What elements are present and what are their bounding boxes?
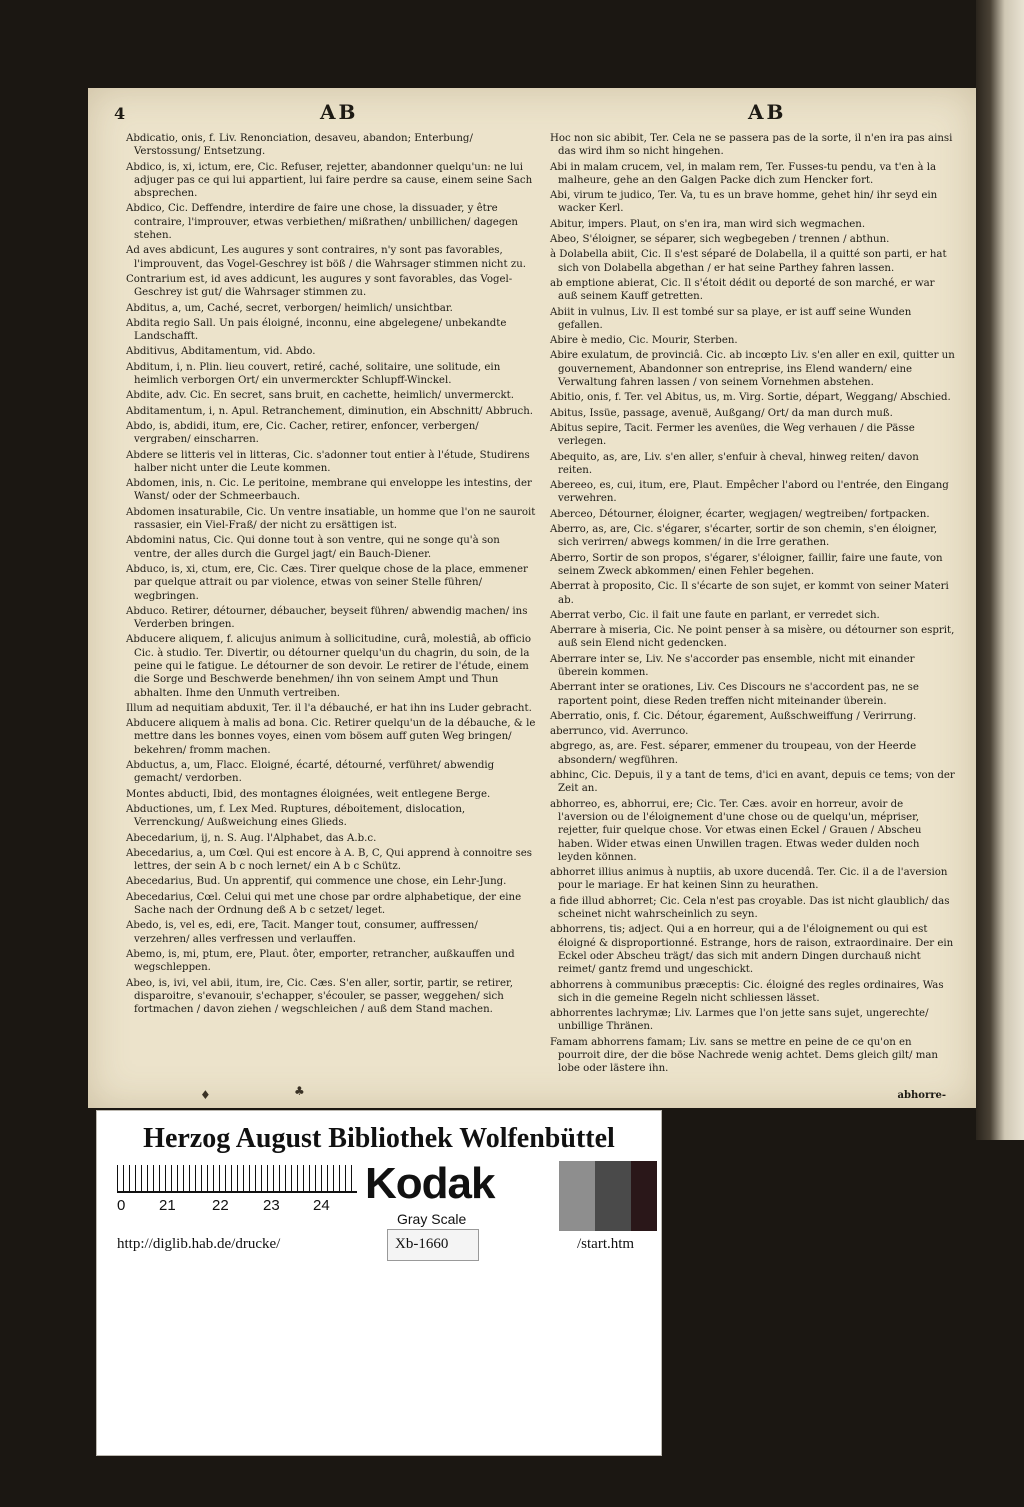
dictionary-entry: Abequito, as, are, Liv. s'en aller, s'enfuir à cheval, hinweg reiten/ davon reiten. (550, 451, 919, 476)
dictionary-entry: abhorrens à communibus præceptis: Cic. éloigné des regles ordinaires, Was sich in die gemeine Regeln nicht schliessen lässet. (550, 979, 944, 1004)
dictionary-entry: Abdo, is, abdidi, itum, ere, Cic. Cacher, retirer, enfoncer, verbergen/ vergraben/ einscharren. (126, 420, 479, 446)
dictionary-entry: Abdico, is, xi, ictum, ere, Cic. Refuser, rejetter, abandonner quelqu'un: ne lui adjuger pas ce qui lui appartient, lui faire perdre sa cause, einem seine Sach absprechen. (126, 161, 533, 200)
dictionary-entry: Abire exulatum, de provinciâ. Cic. ab incœpto Liv. s'en aller en exil, quitter un gouvernement, Abandonner son entreprise, ins Elend wandern/ eine Verwaltung fahren lassen / von seinem Vornehmen abstehen. (550, 350, 955, 389)
ruler-number: 24 (313, 1197, 330, 1214)
dictionary-entry: Abdite, adv. Cic. En secret, sans bruit, en cachette, heimlich/ unvermerckt. (126, 390, 514, 402)
dictionary-entry: Illum ad nequitiam abduxit, Ter. il l'a débauché, er hat ihn ins Luder gebracht. (126, 702, 532, 714)
dictionary-entry: abgrego, as, are. Fest. séparer, emmener du troupeau, von der Heerde absondern/ wegführen. (550, 741, 917, 766)
dictionary-entry: Abditus, a, um, Caché, secret, verborgen/ heimlich/ unsichtbar. (126, 302, 453, 314)
dictionary-entry: Abdico, Cic. Deffendre, interdire de faire une chose, la dissuader, y être contraire, l'improuver, etwas verbiethen/ mißrathen/ unbillichen/ dagegen stehen. (126, 203, 518, 242)
dictionary-entry: Abducere aliquem à malis ad bona. Cic. Retirer quelqu'un de la débauche, & le mettre dans les bonnes voyes, einen vom bösem auff guten Weg bringen/ bekehren/ fromm machen. (126, 718, 536, 756)
dictionary-entry: Aberrat verbo, Cic. il fait une faute en parlant, er verredet sich. (550, 609, 880, 621)
dictionary-entry: Abeo, is, ivi, vel abii, itum, ire, Cic. Cæs. S'en aller, sortir, partir, se retirer, disparoitre, s'evanouir, s'echapper, s'écouler, se passer, weggehen/ sich fortmachen / davon ziehen / wegschleichen / auß dem Stand machen. (126, 977, 514, 1016)
dictionary-entry: Aberro, Sortir de son propos, s'égarer, s'éloigner, faillir, faire une faute, von seinem Zweck abkommen/ einen Fehler begehen. (550, 552, 943, 577)
dictionary-entry: à Dolabella abiit, Cic. Il s'est séparé de Dolabella, il a quitté son parti, er hat sich von Dolabella abgethan / er hat seine Parthey fahren lassen. (550, 249, 947, 274)
dictionary-entry: Abitus, Issüe, passage, avenuë, Außgang/ Ort/ da man durch muß. (550, 407, 893, 419)
dictionary-entry: abhorrentes lachrymæ; Liv. Larmes que l'on jette sans sujet, ungerechte/ unbillige Thränen. (550, 1008, 929, 1033)
dictionary-entry: Montes abducti, Ibid, des montagnes éloignées, weit entlegene Berge. (126, 788, 491, 800)
ruler-number: 23 (263, 1197, 280, 1214)
dictionary-entry: Abeo, S'éloigner, se séparer, sich wegbegeben / trennen / abthun. (550, 234, 890, 246)
ornament-mark: ♣ (294, 1084, 305, 1098)
dictionary-entry: Famam abhorrens famam; Liv. sans se mettre en peine de ce qu'on en pourroit dire, der die böse Nachrede wenig achtet. Dems gleich gilt/ man lobe oder lästere ihn. (550, 1036, 938, 1075)
dictionary-entry: Abecedarius, a, um Cœl. Qui est encore à A. B, C, Qui apprend à connoitre ses lettres, der sein A b c noch lernet/ ein A b c Schütz. (126, 847, 532, 873)
dictionary-entry: Abi, virum te judico, Ter. Va, tu es un brave homme, gehet hin/ ihr seyd ein wacker Kerl. (550, 190, 938, 215)
left-column (126, 132, 536, 1018)
dictionary-entry: abhorret illius animus à nuptiis, ab uxore ducendâ. Ter. Cic. il a de l'aversion pour le mariage. Er hat keinen Sinn zu heurathen. (550, 867, 948, 892)
gray-patch (595, 1161, 631, 1231)
dictionary-entry: Abecedarium, ij, n. S. Aug. l'Alphabet, das A.b.c. (126, 832, 377, 844)
ruler-number: 0 (117, 1197, 126, 1214)
dictionary-entry: Abdomen, inis, n. Cic. Le peritoine, membrane qui enveloppe les intestins, der Wanst/ oder der Schmeerbauch. (126, 478, 532, 503)
ruler-number: 21 (159, 1197, 176, 1214)
dictionary-entry: a fide illud abhorret; Cic. Cela n'est pas croyable. Das ist nicht glaublich/ das scheinet nicht wahrscheinlich zu seyn. (550, 895, 950, 921)
book-page (88, 88, 976, 1108)
institution-name: Herzog August Bibliothek Wolfenbüttel (143, 1123, 615, 1154)
gray-scale-label: Gray Scale (397, 1211, 467, 1227)
dictionary-entry: Abitur, impers. Plaut, on s'en ira, man wird sich wegmachen. (550, 218, 866, 230)
dictionary-entry: Abire è medio, Cic. Mourir, Sterben. (550, 335, 738, 347)
dictionary-entry: ab emptione abierat, Cic. Il s'étoit dédit ou deporté de son marché, er war auß seinem Kauff getretten. (550, 277, 935, 303)
gray-patch (631, 1161, 657, 1231)
right-column (550, 132, 955, 1078)
dictionary-entry: Aberrant inter se orationes, Liv. Ces Discours ne s'accordent pas, ne se raportent point, diese Reden treffen nicht miteinander überein. (550, 682, 919, 707)
dictionary-entry: Abitus sepire, Tacit. Fermer les avenües, die Weg verhauen / die Pässe verlegen. (550, 422, 915, 448)
adjacent-page-edge (976, 0, 1024, 1140)
dictionary-entry: Abereeo, es, cui, itum, ere, Plaut. Empêcher l'abord ou l'entrée, den Eingang verwehren. (550, 480, 949, 505)
dictionary-entry: aberrunco, vid. Averrunco. (550, 726, 689, 738)
url-left: http://diglib.hab.de/drucke/ (117, 1236, 281, 1252)
dictionary-entry: Abdere se litteris vel in litteras, Cic. s'adonner tout entier à l'étude, Studirens halber nicht unter die Leute kommen. (126, 449, 530, 474)
dictionary-entry: Abemo, is, mi, ptum, ere, Plaut. ôter, emporter, retrancher, außkauffen und wegschleppen. (126, 948, 515, 974)
ornament-mark: ♦ (200, 1088, 211, 1102)
gray-patch (559, 1161, 595, 1231)
url-right: /start.htm (577, 1236, 635, 1252)
dictionary-entry: Aberrare à miseria, Cic. Ne point penser à sa misère, ou détourner son esprit, auß sein Elend nicht gedencken. (550, 625, 955, 650)
dictionary-entry: Abditivus, Abditamentum, vid. Abdo. (126, 346, 316, 358)
shelfmark: Xb-1660 (395, 1236, 449, 1252)
dictionary-entry: Abecedarius, Cœl. Celui qui met une chose par ordre alphabetique, der eine Sache nach der Ordnung deß A b c setzet/ leget. (126, 891, 522, 917)
dictionary-entry: abhinc, Cic. Depuis, il y a tant de tems, d'ici en avant, depuis ce tems; von der Zeit an. (550, 770, 955, 795)
page-number: 4 (114, 104, 126, 123)
dictionary-entry: Contrarium est, id aves addicunt, les augures y sont favorables, das Vogel-Geschrey ist gut/ die Wahrsager stimmen zu. (126, 273, 513, 299)
color-target-card (96, 1110, 662, 1456)
dictionary-entry: Abductiones, um, f. Lex Med. Ruptures, déboitement, dislocation, Verrenckung/ Außweichung eines Glieds. (126, 803, 466, 829)
dictionary-entry: Abiit in vulnus, Liv. Il est tombé sur sa playe, er ist auff seine Wunden gefallen. (550, 306, 912, 331)
dictionary-entry: Abdomini natus, Cic. Qui donne tout à son ventre, qui ne songe qu'à son ventre, der alles durch die Gurgel jagt/ ein Bauch-Diener. (126, 535, 500, 560)
kodak-logo: Kodak (365, 1159, 495, 1208)
dictionary-entry: Abdita regio Sall. Un pais éloigné, inconnu, eine abgelegene/ unbekandte Landschafft. (126, 317, 507, 343)
dictionary-entry: Abecedarius, Bud. Un apprentif, qui commence une chose, ein Lehr-Jung. (126, 876, 507, 888)
header-left: AB (320, 100, 359, 124)
dictionary-entry: Aberratio, onis, f. Cic. Détour, égarement, Außschweiffung / Verirrung. (550, 710, 917, 722)
dictionary-entry: abhorreo, es, abhorrui, ere; Cic. Ter. Cæs. avoir en horreur, avoir de l'aversion ou de l'éloignement d'une chose ou de quelqu'un, mépriser, rejetter, fuir quelque chose. Vor etwas einen Eckel / Grauen / Abscheu haben. Wider etwas einen Unwillen tragen. Etwas weder dulden noch leyden können. (550, 798, 922, 863)
dictionary-entry: Aberro, as, are, Cic. s'égarer, s'écarter, sortir de son chemin, s'en éloigner, sich verirren/ abwegs kommen/ in die Irre gerathen. (550, 524, 938, 549)
dictionary-entry: Abitio, onis, f. Ter. vel Abitus, us, m. Virg. Sortie, départ, Weggang/ Abschied. (550, 392, 951, 404)
dictionary-entry: Abductus, a, um, Flacc. Eloigné, écarté, détourné, verführet/ abwendig gemacht/ verdorben. (126, 760, 495, 785)
catchword: abhorre- (897, 1090, 946, 1101)
ruler-number: 22 (212, 1197, 229, 1214)
dictionary-entry: Abdicatio, onis, f. Liv. Renonciation, desaveu, abandon; Enterbung/ Verstossung/ Entsetzung. (126, 133, 473, 158)
dictionary-entry: Abi in malam crucem, vel, in malam rem, Ter. Fusses-tu pendu, va t'en à la malheure, gehe an den Galgen Packe dich zum Hencker fort. (550, 161, 937, 186)
ruler-scale (117, 1165, 357, 1193)
dictionary-entry: Abduco. Retirer, détourner, débaucher, beyseit führen/ abwendig machen/ ins Verderben bringen. (126, 605, 528, 631)
dictionary-entry: Abduco, is, xi, ctum, ere, Cic. Cæs. Tirer quelque chose de la place, emmener par quelque attrait ou par violence, etwas von seiner Stelle führen/ wegbringen. (126, 563, 528, 602)
dictionary-entry: Abditamentum, i, n. Apul. Retranchement, diminution, ein Abschnitt/ Abbruch. (126, 405, 534, 417)
dictionary-entry: Abedo, is, vel es, edi, ere, Tacit. Manger tout, consumer, auffressen/ verzehren/ alles verfressen und verlauffen. (126, 920, 478, 945)
dictionary-entry: Abditum, i, n. Plin. lieu couvert, retiré, caché, solitaire, une solitude, ein heimlich verborgen Ort/ ein unvermerckter Schlupff-Winckel. (126, 361, 501, 387)
header-right: AB (748, 100, 787, 124)
dictionary-entry: Aberrare inter se, Liv. Ne s'accorder pas ensemble, nicht mit einander überein kommen. (550, 653, 915, 678)
dictionary-entry: abhorrens, tis; adject. Qui a en horreur, qui a de l'éloignement ou qui est éloigné & disproportionné. Estrange, hors de raison, extraordinaire. Der ein Eckel oder Abscheu trägt/ das sich mit andern Dingen durchauß nicht reimet/ gantz fremd und ungeschickt. (550, 924, 954, 976)
dictionary-entry: Ad aves abdicunt, Les augures y sont contraires, n'y sont pas favorables, l'improuvent, das Vogel-Geschrey ist böß / die Wahrsager stimmen nicht zu. (126, 245, 526, 270)
dictionary-entry: Aberceo, Détourner, éloigner, écarter, wegjagen/ wegtreiben/ fortpacken. (550, 508, 930, 520)
dictionary-entry: Abdomen insaturabile, Cic. Un ventre insatiable, un homme que l'on ne sauroit rassasier, ein Viel-Fraß/ der nicht zu ersättigen ist. (126, 506, 536, 532)
dictionary-entry: Hoc non sic abibit, Ter. Cela ne se passera pas de la sorte, il n'en ira pas ainsi das wird ihm so nicht hingehen. (550, 133, 953, 158)
dictionary-entry: Aberrat à proposito, Cic. Il s'écarte de son sujet, er kommt von seiner Materi ab. (550, 581, 949, 606)
dictionary-entry: Abducere aliquem, f. alicujus animum à sollicitudine, curâ, molestiâ, ab officio Cic. à studio. Ter. Divertir, ou détourner quelqu'un du chagrin, du soin, de la peine qui le fatigue. Le détourner de son devoir. Le retirer de l'étude, einem die Sorge und Beschwerde benehmen/ ihn von seinem Ampt und Thun abhalten. Ihme den Unmuth vertreiben. (126, 634, 531, 699)
